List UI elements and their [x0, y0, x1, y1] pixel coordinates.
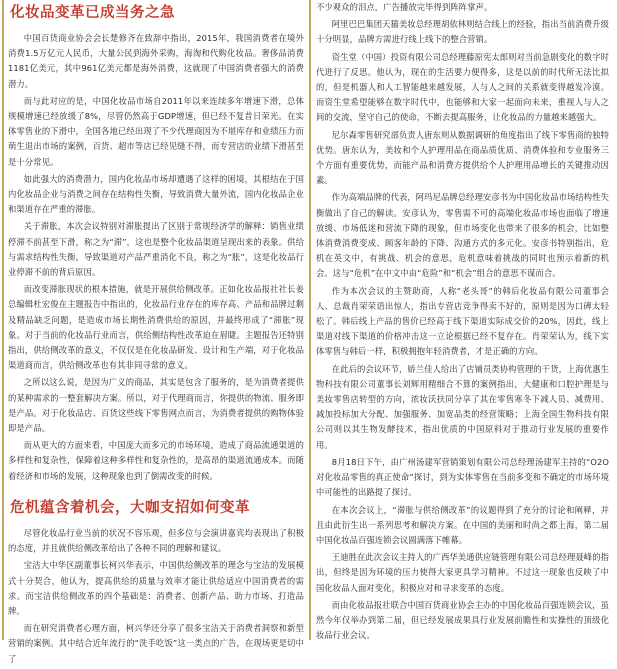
paragraph: 关于滞胀，本次会议特别对滞胀提出了区别于常规经济学的解释：销售业绩停滞不前甚至下滑，称之为“滞”，这也是整个化妆品渠道呈现出来的表象。供给与需求结构性失衡，导致渠道对产品严重消化不良，称之为“胀”，这是化妆品行业停滞不前的背后原因。: [8, 221, 304, 278]
right-accent-bar: [309, 0, 311, 640]
paragraph-continued: 不少观众的泪点，广告播放完毕得到阵阵掌声。: [316, 2, 493, 12]
paragraph: 而由化妆品报社联合中国百货商业协会主办的中国化妆品百强连锁会议，虽然今年仅举办到第二届，但已经发展成果具行业发展前瞻性和实操性的顶级化妆品行业会议。: [316, 599, 609, 641]
paragraph: 作为高端品牌的代表，阿玛尼品牌总经理安彦书为中国化妆品市场结构性失衡做出了自己的解读。安彦认为，零售需不可的高端化妆品市场也面临了增速放缓、市场低迷和营流下降的现象，但市场变化也带来了很多的机会，比如整体消费消费变成、顾客年龄的下降、沟通方式的多元化。安彦书特别指出，危机在英文中，有挑战、机会的意思，危机意味着挑战的同时也预示着新的机会。这与“危机”在中文中由“危险”和“机会”组合的意思不谋而合。: [316, 192, 609, 279]
paragraph: 资生堂（中国）投资有限公司总经理藤原宪太郎则对当前急剧变化的数字时代进行了反思。他认为，现在的生活要力便得多，这是以前的时代所无法比拟的，但是机器人和人工智能越来越发展，人与人之间的关系就变得越发冷漠。而资生堂希望能够在数字时代中，也能够和大家一起面向未来，重视人与人之间的交流，坚守自己的使命，不断去提高服务，让化妆品的力量越来越强大。: [316, 51, 609, 123]
paragraph: 阿里巴巴集团天猫美妆总经理胡依林则结合线上的经验，指出当前消费升级十分明显，品牌方需进行线上线下的整合营销。: [316, 19, 609, 45]
left-column: [8, 0, 304, 669]
paragraph: 在此后的会议环节，娇兰佳人给出了店铺员类协构管理的干货，上海优惠生物科技有限公司董事长刘辉用精细合不算的案例指出，大健康和口腔护理是与美妆零售店转型的方向，浓妆沃扶同分享了其在零售寒冬下减人员、减费用、减加投标加大分配、加强服务、加宽品类的经营策略；上海全国生物科技有限公司则以其生物发酵技术，指出优质的中国原料对于推动行业发展的重要作用。: [316, 363, 609, 450]
paragraph: 宝洁大中华区副董事长柯兴华表示，中国供给侧改革的理念与宝洁的发展模式十分契合，他认为，提高供给的质量与效率才能让供给适应中国消费者的需求。而宝洁供给侧改革的四个基础是：消费者、创新产品、助力市场、打造品牌。: [8, 560, 304, 616]
section-heading-crisis: 危机蕴含着机会，大咖支招如何变革: [10, 499, 250, 516]
paragraph: 如此强大的消费潜力，国内化妆品市场却遭遇了这样的困境，其根结在于国内化妆品企业与消费之间存在结构性失衡，导致消费大量外流，国内化妆品企业和渠道存在严重的滞胀。: [8, 173, 304, 215]
left-accent-bar: [2, 0, 4, 640]
paragraph: 中国百货商业协会会长楚修齐在致辞中指出，2015年，我国消费者在境外消费1.5万亿元人民币，大量公民到海外采购，海淘和代购化妆品。奢侈品消费1181亿美元，其中961亿美元都是海外消费，这就现了中国消费者强大的消费潜力。: [8, 33, 304, 89]
paragraph: 作为本次会议的主赞助商，人称“老头哥”的韩后化妆品有限公司董事会人、总裁肖荣荣语出惊人，指出专营店竞争得卖不好的，原则是因为口碑太轻松了。韩后线上产品的售价已经高于线下渠道实际成交价的20%，因此，线上渠道对线下渠道的价格冲击这一立论根据已经不复存在。肖荣荣认为，线下实体零售与韩后一样，积极拥抱年轻消费者，才是正确的方向。: [316, 285, 609, 357]
paragraph: 8月18日下午，由广州汤建军营销策划有限公司总经理汤建军主持的“O2O对化妆品零售的真正使命”探讨，到为实体零售在当前多变和不确定的市场环境中可能性的出路提了探讨。: [316, 456, 609, 498]
paragraph: 王迪胜在此次会议主持人的广西华美通供应链管理有限公司总经理聂峰的指出，但终是因为环境的压力使得大家更具学习精神。不过这一现象也反映了中国化妆品人面对变化，积极应对和寻求变革的态度。: [316, 552, 609, 593]
paragraph: 而在研究消费者心理方面，柯兴华还分享了很多宝洁关于消费者洞察和新型营销的案例。其中结合近年流行的“洗手吃饭”这一类点的广告，在现场更是切中了: [8, 623, 304, 664]
paragraph: 而改变滞胀现状的根本措施，就是开展供给侧改革。正如化妆品报社社长姜总编辑杜宏俊在主题报告中指出的，化妆品行业存在的库存高、产品和品牌过剩及精品缺乏问题，是造成市场长期性消费供给的原因，并最终形成了“滞胀”现象。对于当前的化妆品行业而言，供给侧结构性改革迫在眉睫。主题报告还特别指出，供给侧改革的意义，不仅仅是在化妆品研发、设计和生产端，对于化妆品渠道商而言，供给侧改革也有其非同寻常的意义。: [8, 284, 304, 371]
right-column: [316, 0, 609, 645]
paragraph: 而与此对应的是，中国化妆品市场自2011年以来连续多年增速下滑，总体规模增速已经放缓了8%，尽管仍然高于GDP增速，但已经不复昔日荣光。在实体零售业的下滑中，全国各地已经出现了不少代理商因为不堪库存和业绩压力而萌生退出市场的案例，百货、超市等店已经见缝不得，而专营店的业绩下滑甚至是十分常见。: [8, 95, 304, 167]
paragraph: 在本次会议上，“滞胀与供给侧改革”的议题得到了充分的讨论和阐释，并且由此衍生出一系列思考和解决方案。在中国的美丽和时尚之都上海，第二届中国化妆品百强连锁会议圆满落下帷幕。: [316, 504, 609, 545]
paragraph: 之所以这么说，是因为广义的商品，其实是包含了服务的，是为消费者提供的某种需求的一整套解决方案。所以，对于代理商而言，你提供的物流、服务即是产品。对于化妆品店、百货这些线下零售网点而言，为消费者提供的购物体验即是产品。: [8, 377, 304, 434]
paragraph: 尽管化妆品行业当前的状况不容乐观，但多位与会演讲嘉宾均表现出了积极的态度，并且就供给侧改革给出了各种不同的理解和建议。: [8, 527, 304, 554]
paragraph: 尼尔森零售研究部负责人唐东则从数据调研的角度指出了线下零售商的独特优势。唐东认为，美妆和个人护理用品在商品质优质、消费体验和专业服务三个方面有重要优势，而能产品和消费方提供给个人护理用品增长的关键推动因素。: [316, 129, 609, 186]
section-heading-reform: 化妆品变革已成当务之急: [10, 5, 175, 21]
paragraph: 而从更大的方面来看，中国庞大而多元的市场环境，造成了商品流通渠道的多样性和复杂性，保障着这种多样性和复杂性的，是高昂的渠道流通成本。而随着经济和市场的发展，这种现象也到了倒需改变的时候。: [8, 440, 304, 481]
